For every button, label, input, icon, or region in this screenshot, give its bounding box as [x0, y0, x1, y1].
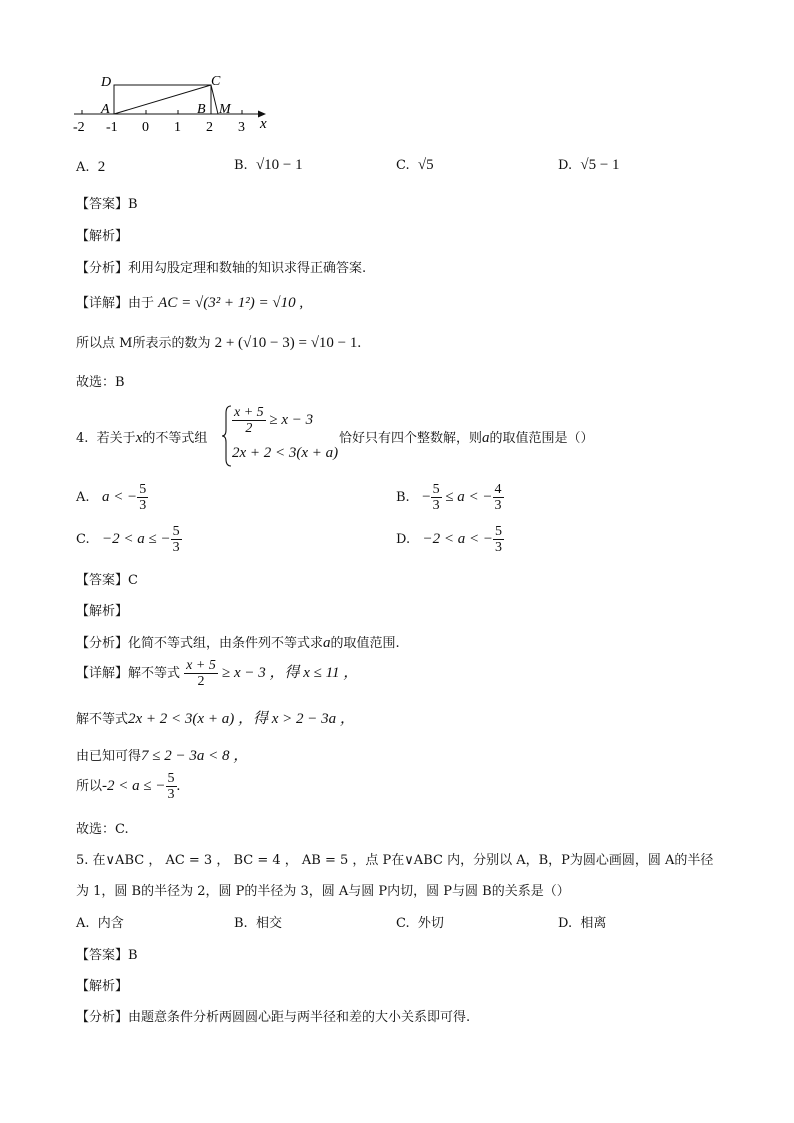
q3-m-formula: 2 + (√10 − 3) = √10 − 1. [214, 335, 362, 351]
q3-option-a-value: 2 [97, 159, 106, 175]
q4-option-c: C. −2 < a ≤ − $\frac{5}{3}$ [76, 524, 180, 555]
point-label-D: D [101, 75, 112, 90]
q4-choose: 故选：C. [76, 822, 129, 837]
q3-answer: 【答案】B [76, 197, 138, 212]
q3-option-d-value: √5 − 1 [580, 157, 620, 173]
q3-option-b-value: √10 − 1 [255, 157, 303, 173]
q4-xiangjie-3: 由已知可得7 ≤ 2 − 3a < 8 ， [76, 748, 249, 764]
q4-option-d: D. −2 < a < − $\frac{5}{3}$ [396, 524, 502, 555]
tick-label: 1 [174, 120, 181, 134]
arc-CM [211, 85, 218, 114]
q4-answer: 【答案】C [76, 573, 138, 588]
tick-label: -1 [106, 120, 118, 134]
point-label-M: M [219, 102, 231, 117]
q4-fenxi: 【分析】化简不等式组，由条件列不等式求a的取值范围. [76, 635, 400, 651]
tick-label: -2 [73, 120, 85, 134]
q3-line2: 所以点 M所表示的数为 2 + (√10 − 3) = √10 − 1. [76, 335, 362, 351]
q3-option-c: C. √5 [396, 157, 434, 173]
q5-option-b: B. 相交 [234, 916, 282, 931]
q5-stem-line2: 为 1，圆 B的半径为 2，圆 P的半径为 3，圆 A与圆 P内切，圆 P与圆 B的关系是（） [76, 884, 570, 899]
q5-option-d: D. 相离 [558, 916, 607, 931]
number-line-figure [70, 68, 280, 134]
q5-option-c: C. 外切 [396, 916, 444, 931]
point-label-B: B [197, 102, 206, 117]
q3-jiexi-heading: 【解析】 [76, 229, 129, 244]
q4-ineq2: 2x + 2 < 3(x + a) [232, 445, 339, 461]
q5-option-a: A. 内含 [76, 916, 124, 931]
q3-option-a: A. 2 [76, 159, 106, 175]
point-label-C: C [211, 74, 221, 89]
q4-xiangjie-1: 【详解】解不等式 $\frac{x + 5}{2}$ ≥ x − 3 ，得 x ≤ 11 ， [76, 658, 359, 689]
point-label-A: A [101, 102, 110, 117]
tick-label: 0 [142, 120, 149, 134]
q3-option-b: B. √10 − 1 [234, 157, 303, 173]
q4-jiexi-heading: 【解析】 [76, 604, 129, 619]
q5-stem-line1: 5. 在∨ABC ， AC = 3 ， BC = 4 ， AB = 5 ，点 P在∨ABC 内，分别以 A，B，P为圆心画圆，圆 A的半径 [76, 853, 714, 868]
q3-option-c-value: √5 [417, 157, 434, 173]
q3-ac-formula: AC = √(3² + 1²) = √10 , [158, 295, 304, 311]
q5-jiexi-heading: 【解析】 [76, 979, 129, 994]
q3-choose: 故选：B [76, 375, 125, 390]
q5-fenxi: 【分析】由题意条件分析两圆圆心距与两半径和差的大小关系即可得. [76, 1010, 471, 1025]
tick-label: 2 [206, 120, 213, 134]
q3-option-d: D. √5 − 1 [558, 157, 620, 173]
tick-label: 3 [238, 120, 245, 134]
axis-label-x: x [260, 116, 267, 132]
q3-fenxi: 【分析】利用勾股定理和数轴的知识求得正确答案. [76, 261, 367, 276]
q4-xiangjie-4: 所以-2 < a ≤ − $\frac{5}{3}$ . [76, 771, 181, 802]
q4-xiangjie-2: 解不等式2x + 2 < 3(x + a) ，得 x > 2 − 3a ， [76, 711, 355, 727]
q4-option-b: B. − $\frac{5}{3}$ ≤ a < − $\frac{4}{3}$ [396, 482, 502, 513]
q4-option-a: A. a < − $\frac{5}{3}$ [76, 482, 147, 513]
system-brace-icon [222, 405, 232, 467]
q3-xiangjie: 【详解】由于 AC = √(3² + 1²) = √10 , [76, 295, 304, 311]
q5-answer: 【答案】B [76, 948, 138, 963]
